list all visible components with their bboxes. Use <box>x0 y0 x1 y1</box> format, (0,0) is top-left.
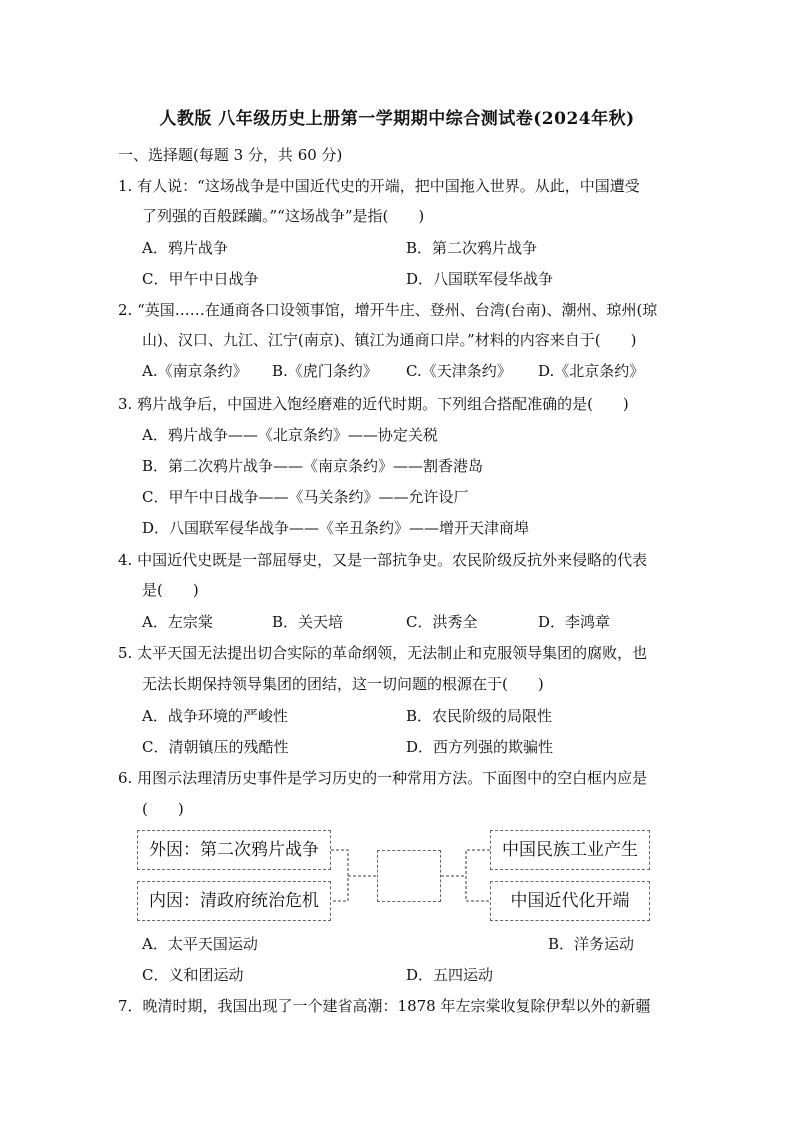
q3-option-a: A．鸦片战争——《北京条约》——协定关税 <box>142 426 438 444</box>
question-3-text: 3. 鸦片战争后，中国进入饱经磨难的近代时期。下列组合搭配准确的是( ) <box>118 395 629 413</box>
question-2-text-cont: 山)、汉口、九江、江宁(南京)、镇江为通商口岸。”材料的内容来自于( ) <box>142 331 637 349</box>
q4-option-a: A．左宗棠 <box>142 613 213 631</box>
q6-option-d: D．五四运动 <box>406 966 494 984</box>
question-5-text: 5. 太平天国无法提出切合实际的革命纲领，无法制止和克服领导集团的腐败，也 <box>118 644 648 662</box>
q3-option-c: C．甲午中日战争——《马关条约》——允许设厂 <box>142 488 469 506</box>
question-6-text: 6. 用图示法理清历史事件是学习历史的一种常用方法。下面图中的空白框内应是 <box>118 769 648 787</box>
q6-option-c: C．义和团运动 <box>142 966 244 984</box>
q3-option-d: D．八国联军侵华战争——《辛丑条约》——增开天津商埠 <box>142 519 530 537</box>
q1-option-a: A．鸦片战争 <box>142 239 228 257</box>
q4-option-b: B．关天培 <box>272 613 344 631</box>
q1-option-d: D．八国联军侵华战争 <box>406 270 554 288</box>
question-1-text: 1. 有人说：“这场战争是中国近代史的开端，把中国拖入世界。从此，中国遭受 <box>118 177 640 195</box>
q4-option-d: D．李鸿章 <box>538 613 611 631</box>
q4-option-c: C．洪秀全 <box>406 613 478 631</box>
question-6-text-cont: ( ) <box>142 800 184 818</box>
diagram-internal-cause-box: 内因：清政府统治危机 <box>137 881 331 921</box>
q6-option-b: B．洋务运动 <box>548 935 635 953</box>
q2-option-d: D.《北京条约》 <box>538 362 645 380</box>
page-title: 人教版 八年级历史上册第一学期期中综合测试卷(2024年秋) <box>159 109 635 129</box>
q1-option-b: B．第二次鸦片战争 <box>406 239 538 257</box>
diagram-result-top-box: 中国民族工业产生 <box>490 830 650 870</box>
q6-option-a: A．太平天国运动 <box>142 935 258 953</box>
question-1-text-cont: 了列强的百般蹂躏。”“这场战争”是指( ) <box>142 207 425 225</box>
question-4-text-cont: 是( ) <box>142 581 199 599</box>
q5-option-b: B．农民阶级的局限性 <box>406 707 553 725</box>
q3-option-b: B．第二次鸦片战争——《南京条约》——割香港岛 <box>142 457 484 475</box>
question-7-text: 7．晚清时期，我国出现了一个建省高潮：1878 年左宗棠收复除伊犁以外的新疆 <box>118 997 651 1015</box>
section-heading: 一、选择题(每题 3 分，共 60 分) <box>118 146 343 164</box>
q5-option-d: D．西方列强的欺骗性 <box>406 738 554 756</box>
q2-option-c: C.《天津条约》 <box>406 362 512 380</box>
question-5-text-cont: 无法长期保持领导集团的团结，这一切问题的根源在于( ) <box>142 675 544 693</box>
diagram-result-bottom-box: 中国近代化开端 <box>490 881 650 921</box>
q5-option-a: A．战争环境的严峻性 <box>142 707 288 725</box>
diagram-blank-box <box>377 850 441 902</box>
q2-option-a: A.《南京条约》 <box>142 362 248 380</box>
question-2-text: 2. “英国……在通商各口设领事馆，增开牛庄、登州、台湾(台南)、潮州、琼州(琼 <box>118 301 658 319</box>
q1-option-c: C．甲午中日战争 <box>142 270 259 288</box>
question-4-text: 4. 中国近代史既是一部屈辱史，又是一部抗争史。农民阶级反抗外来侵略的代表 <box>118 551 648 569</box>
diagram-external-cause-box: 外因：第二次鸦片战争 <box>137 830 331 870</box>
q5-option-c: C．清朝镇压的残酷性 <box>142 738 289 756</box>
q2-option-b: B.《虎门条约》 <box>272 362 378 380</box>
